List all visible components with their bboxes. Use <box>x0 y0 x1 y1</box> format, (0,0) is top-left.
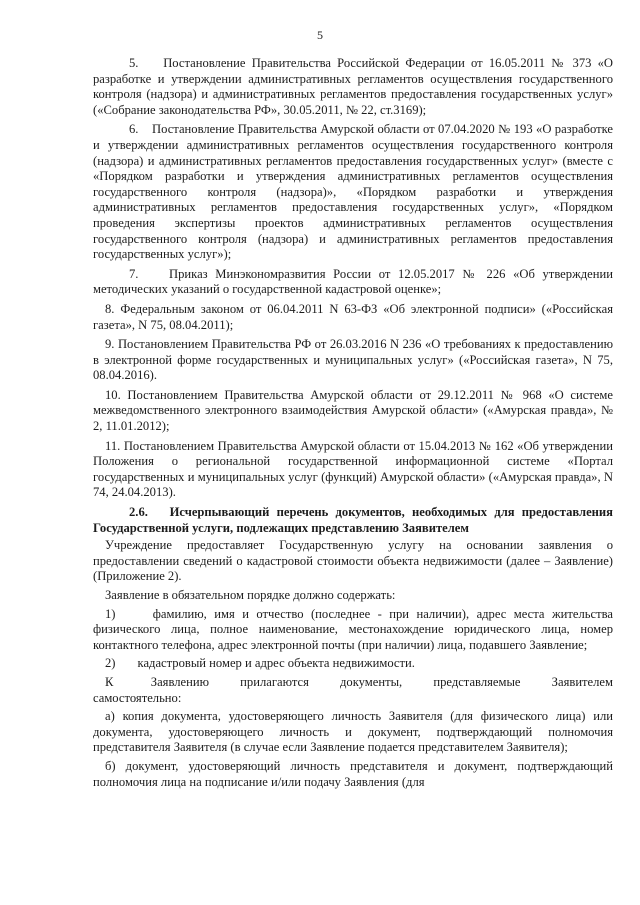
list-item: а) копия документа, удостоверяющего личность Заявителя (для физического лица) или документа, удостоверяющего личность и документ, подтверждающий полномочия представителя Заявителя (в случае если Заявление подается представителем Заявителя); <box>93 709 613 755</box>
list-item: 10. Постановлением Правительства Амурской области от 29.12.2011 № 968 «О системе межведомственного электронного взаимодействия Амурской области» («Амурская правда», № 2, 11.01.2012); <box>93 387 613 434</box>
list-item: 2) кадастровый номер и адрес объекта недвижимости. <box>105 656 415 671</box>
list-item: 9. Постановлением Правительства РФ от 26.03.2016 N 236 «О требованиях к предоставлению в электронной форме государственных и муниципальных услуг» («Российская газета», N 75, 08.04.2016). <box>93 337 613 383</box>
page-number: 5 <box>317 28 323 42</box>
paragraph: Учреждение предоставляет Государственную услугу на основании заявления о предоставлении сведений о кадастровой стоимости объекта недвижимости (далее – Заявление)(Приложение 2). <box>93 538 613 584</box>
list-item: 7. Приказ Минэкономразвития России от 12.05.2017 № 226 «Об утверждении методических указаний о государственной кадастровой оценке»; <box>93 266 613 297</box>
list-item: 11. Постановлением Правительства Амурской области от 15.04.2013 № 162 «Об утверждении Положения о региональной государственной информационной системе «Портал государственных и муниципальных услуг (функций) Амурской области» («Амурская правда», N 74, 24.04.2013). <box>93 438 613 500</box>
section-heading: 2.6. Исчерпывающий перечень документов, необходимых для предоставления Государственной услуги, подлежащих представлению Заявителем <box>93 505 613 535</box>
list-item: 1) фамилию, имя и отчество (последнее - при наличии), адрес места жительства физического лица, полное наименование, местонахождение юридического лица, номер контактного телефона, адрес электронной почты (при наличии) лица, подавшего Заявление; <box>93 606 613 652</box>
list-item: 6. Постановление Правительства Амурской области от 07.04.2020 № 193 «О разработке и утверждении административных регламентов осуществления государственного контроля (надзора) и административных регламентов предоставления государственных услуг» (вместе с «Порядком разработки и утверждения административных регламентов осуществления государственного контроля (надзора)», «Порядком разработки и утверждения административных регламентов предоставления государственных услуг», «Порядком проведения экспертизы проектов административных регламентов осуществления государственного контроля (надзора) и административных регламентов предоставления государственных услуг»); <box>93 122 613 262</box>
document-body <box>93 56 613 793</box>
list-item: 5. Постановление Правительства Российской Федерации от 16.05.2011 № 373 «О разработке и утверждении административных регламентов осуществления государственного контроля (надзора) и административных регламентов предоставления государственных услуг» («Собрание законодательства РФ», 30.05.2011, № 22, ст.3169); <box>93 56 613 117</box>
list-item: 8. Федеральным законом от 06.04.2011 N 63-ФЗ «Об электронной подписи» («Российская газета», N 75, 08.04.2011); <box>93 301 613 332</box>
paragraph: Заявление в обязательном порядке должно содержать: <box>105 588 396 602</box>
paragraph: К Заявлению прилагаются документы, представляемые Заявителем самостоятельно: <box>93 674 613 705</box>
list-item: б) документ, удостоверяющий личность представителя и документ, подтверждающий полномочия лица на подписание и/или подачу Заявления (для <box>93 758 613 789</box>
